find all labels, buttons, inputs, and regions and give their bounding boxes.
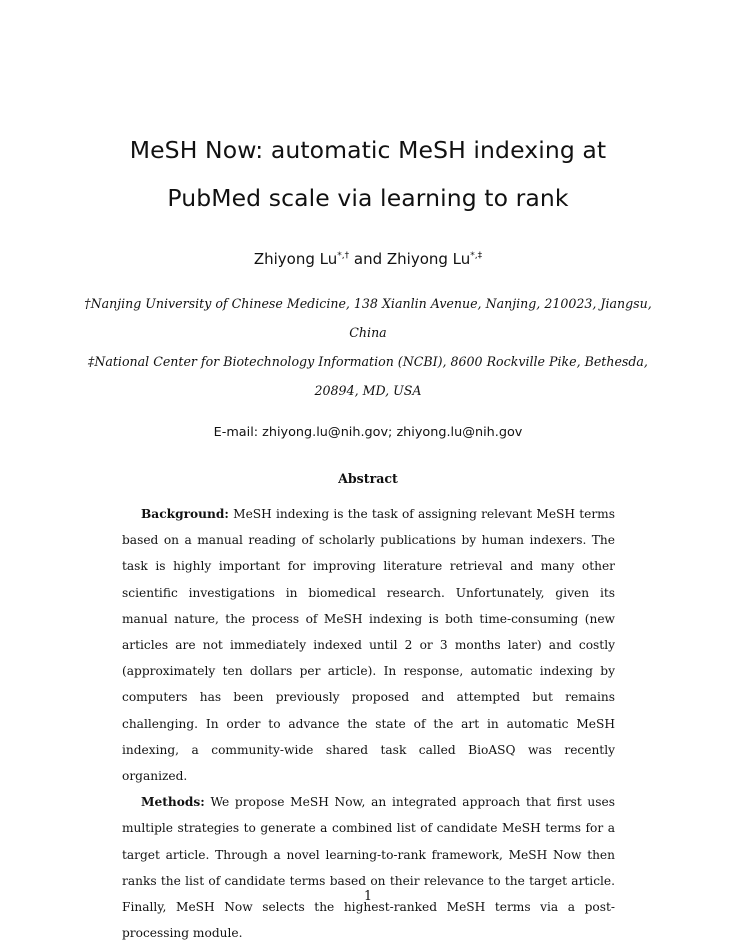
author-2-name: Zhiyong Lu: [386, 250, 471, 268]
paper-title-line-1: MeSH Now: automatic MeSH indexing at: [129, 136, 607, 164]
author-1-name: Zhiyong Lu: [253, 250, 338, 268]
abstract-heading: Abstract: [338, 471, 398, 486]
affiliation-1-line-2: China: [349, 325, 387, 340]
background-text: MeSH indexing is the task of assigning relevant MeSH terms based on a manual reading of scholarly publications by human indexers. The task is highly important for improving literature retrieval and many other scientific investigations in biomedical research. Unfortunately, given its manual nature, the process of MeSH indexing is both time-consuming (new articles are not immediately indexed until 2 or 3 months later) and costly (approximately ten dollars per article). In response, automatic indexing by computers has been previously proposed and attempted but remains challenging. In order to advance the state of the art in automatic MeSH indexing, a community-wide shared task called BioASQ was recently organized.: [122, 507, 615, 784]
page-number: 1: [363, 888, 372, 903]
author-conjunction: and: [349, 250, 387, 268]
paper-title-line-2: PubMed scale via learning to rank: [167, 184, 569, 212]
methods-label: Methods:: [141, 795, 205, 810]
abstract-background-paragraph: [122, 501, 615, 789]
affiliation-1-line-1: †Nanjing University of Chinese Medicine, 138 Xianlin Avenue, Nanjing, 210023, Jiangsu,: [84, 296, 652, 311]
methods-text: We propose MeSH Now, an integrated approach that first uses multiple strategies to generate a combined list of candidate MeSH terms for a target article. Through a novel learning-to-rank framework, MeSH Now then ranks the list of candidate terms based on their relevance to the target article. Finally, MeSH Now selects the highest-ranked MeSH terms via a post-processing module.: [122, 795, 615, 941]
abstract-body: [122, 501, 615, 946]
abstract-methods-paragraph: [122, 789, 615, 946]
affiliation-2-line-1: ‡National Center for Biotechnology Information (NCBI), 8600 Rockville Pike, Bethesda,: [88, 354, 648, 369]
affiliation-2-line-2: 20894, MD, USA: [314, 383, 422, 398]
background-label: Background:: [141, 507, 229, 521]
author-1-marks: *,†: [337, 251, 350, 261]
contact-email: E-mail: zhiyong.lu@nih.gov; zhiyong.lu@nih.gov: [213, 425, 523, 440]
author-line: [0, 250, 736, 268]
author-2-marks: *,‡: [470, 251, 483, 261]
